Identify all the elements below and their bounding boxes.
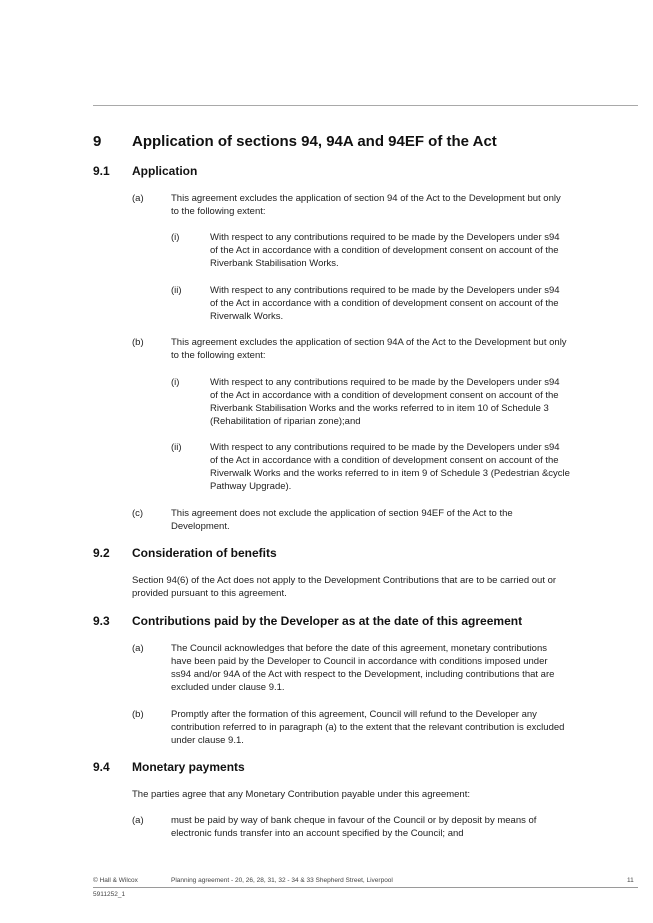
paragraph-text: This agreement does not exclude the application of section 94EF of the Act to the Development. xyxy=(171,508,513,532)
paragraph-label: (a) xyxy=(132,643,144,654)
clause-title: Monetary payments xyxy=(132,760,245,774)
clause-number: 9.1 xyxy=(93,164,110,178)
document-reference: 5911252_1 xyxy=(93,891,126,898)
footer-firm: © Hall & Wilcox xyxy=(93,877,138,884)
clause-number: 9.3 xyxy=(93,614,110,628)
clause-number: 9.4 xyxy=(93,760,110,774)
paragraph-label: (a) xyxy=(132,815,144,826)
footer-document-title: Planning agreement - 20, 26, 28, 31, 32 - 34 & 33 Shepherd Street, Liverpool xyxy=(171,877,393,884)
paragraph-text: This agreement excludes the application of section 94A of the Act to the Development but only to the following extent: xyxy=(171,337,567,361)
paragraph-label: (a) xyxy=(132,193,144,204)
page-number: 11 xyxy=(627,877,634,884)
clause-text: Section 94(6) of the Act does not apply to the Development Contributions that are to be carried out or provided pursuant to this agreement. xyxy=(132,575,557,599)
subparagraph-text: With respect to any contributions required to be made by the Developers under s94 of the Act in accordance with a condition of development consent on account of the Riverwalk Works and the works referred to in item 9 of Schedule 3 (Pedestrian &cycle Pathway Upgrade). xyxy=(210,442,570,492)
footer-rule xyxy=(93,887,638,888)
paragraph-text: Promptly after the formation of this agreement, Council will refund to the Developer any contribution referred to in paragraph (a) to the extent that the relevant contribution is excluded under clause 9.1. xyxy=(171,709,565,746)
subparagraph-text: With respect to any contributions required to be made by the Developers under s94 of the Act in accordance with a condition of development consent on account of the Riverbank Stabilisation Works and the works referred to in item 10 of Schedule 3 (Rehabilitation of riparian zone);and xyxy=(210,377,560,427)
subparagraph-text: With respect to any contributions required to be made by the Developers under s94 of the Act in accordance with a condition of development consent on account of the Riverwalk Works. xyxy=(210,285,560,322)
section-number: 9 xyxy=(93,133,102,150)
paragraph-text: must be paid by way of bank cheque in favour of the Council or by deposit by means of electronic funds transfer into an account specified by the Council; and xyxy=(171,815,537,839)
subparagraph-label: (ii) xyxy=(171,285,182,296)
header-rule xyxy=(93,105,638,106)
clause-title: Application xyxy=(132,164,198,178)
paragraph-text: This agreement excludes the application of section 94 of the Act to the Development but only to the following extent: xyxy=(171,193,561,217)
paragraph-label: (b) xyxy=(132,337,144,348)
clause-number: 9.2 xyxy=(93,546,110,560)
subparagraph-label: (i) xyxy=(171,232,180,243)
subparagraph-label: (ii) xyxy=(171,442,182,453)
clause-title: Consideration of benefits xyxy=(132,546,277,560)
section-title: Application of sections 94, 94A and 94EF of the Act xyxy=(132,133,497,150)
paragraph-label: (b) xyxy=(132,709,144,720)
clause-title: Contributions paid by the Developer as at the date of this agreement xyxy=(132,614,523,628)
subparagraph-label: (i) xyxy=(171,377,180,388)
clause-intro: The parties agree that any Monetary Contribution payable under this agreement: xyxy=(132,789,470,800)
subparagraph-text: With respect to any contributions required to be made by the Developers under s94 of the Act in accordance with a condition of development consent on account of the Riverbank Stabilisation Works. xyxy=(210,232,560,269)
paragraph-label: (c) xyxy=(132,508,144,519)
paragraph-text: The Council acknowledges that before the date of this agreement, monetary contributions have been paid by the Developer to Council in accordance with conditions imposed under ss94 and/or 94A of the Act with respect to the Development, including contributions that are excluded under clause 9.1. xyxy=(171,643,555,693)
